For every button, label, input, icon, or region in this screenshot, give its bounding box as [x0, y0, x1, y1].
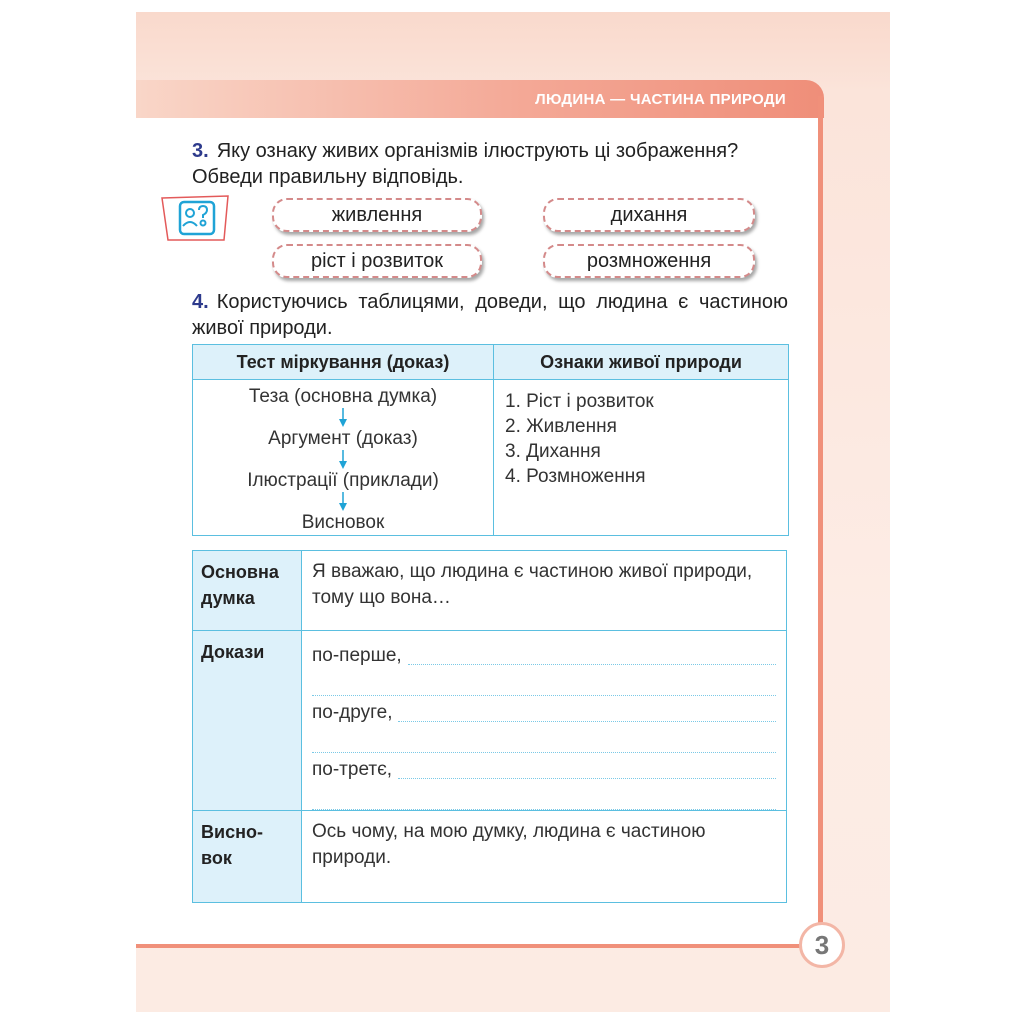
proofs-cell: [302, 631, 787, 811]
proof-line-2[interactable]: [312, 696, 776, 726]
task-3-question: [192, 138, 792, 190]
proof-table: [192, 550, 787, 903]
card-border-bottom: [136, 944, 824, 948]
card-border-right: [818, 96, 823, 948]
flow-illustrations: Ілюстрації (приклади): [247, 470, 439, 491]
signs-cell: [494, 380, 789, 536]
arrow-down-icon: [194, 408, 492, 428]
main-idea-label: Основна думка: [193, 551, 302, 631]
proof-second-label: по-друге,: [312, 702, 393, 723]
task-4-question: [192, 289, 788, 341]
task-4-number: 4.: [192, 291, 209, 313]
task-3-text: Яку ознаку живих організмів ілюструють ці зображення? Обведи правильну відповідь.: [192, 140, 739, 188]
proofs-label: Докази: [193, 631, 302, 811]
task-4-text: Користуючись таблицями, доведи, що людина є частиною живої природи.: [192, 291, 788, 339]
proof-line-3[interactable]: [312, 753, 776, 783]
option-growth[interactable]: ріст і розвиток: [272, 244, 482, 278]
answer-line[interactable]: [312, 669, 776, 696]
answer-line[interactable]: [312, 726, 776, 753]
flow-thesis: Теза (основна думка): [248, 386, 438, 407]
proof-first-label: по-перше,: [312, 645, 402, 666]
sign-item: 3. Дихання: [505, 441, 601, 462]
reasoning-table: [192, 344, 789, 536]
flow-conclusion: Висновок: [301, 512, 385, 533]
option-breathing[interactable]: дихання: [543, 198, 755, 232]
page-number: 3: [799, 922, 845, 968]
arrow-down-icon: [194, 450, 492, 470]
proof-line-1[interactable]: [312, 639, 776, 669]
signs-header: Ознаки живої природи: [494, 345, 789, 380]
think-task-icon: [160, 194, 230, 242]
flow-argument: Аргумент (доказ): [268, 428, 418, 449]
sign-item: 2. Живлення: [505, 416, 617, 437]
chapter-title: ЛЮДИНА — ЧАСТИНА ПРИРОДИ: [535, 91, 786, 108]
answer-line[interactable]: [312, 783, 776, 810]
reasoning-flow: [193, 380, 494, 536]
proof-third-label: по-третє,: [312, 759, 393, 780]
option-nutrition[interactable]: живлення: [272, 198, 482, 232]
main-idea-text: Я вважаю, що людина є частиною живої природи, тому що вона…: [302, 551, 787, 631]
arrow-down-icon: [194, 492, 492, 512]
conclusion-text: Ось чому, на мою думку, людина є частиною природи.: [302, 811, 787, 903]
conclusion-label: Висно-вок: [193, 811, 302, 903]
sign-item: 4. Розмноження: [505, 466, 646, 487]
reasoning-header: Тест міркування (доказ): [193, 345, 494, 380]
task-3-number: 3.: [192, 140, 209, 162]
chapter-header: [136, 80, 824, 118]
sign-item: 1. Ріст і розвиток: [505, 391, 654, 412]
option-reproduction[interactable]: розмноження: [543, 244, 755, 278]
